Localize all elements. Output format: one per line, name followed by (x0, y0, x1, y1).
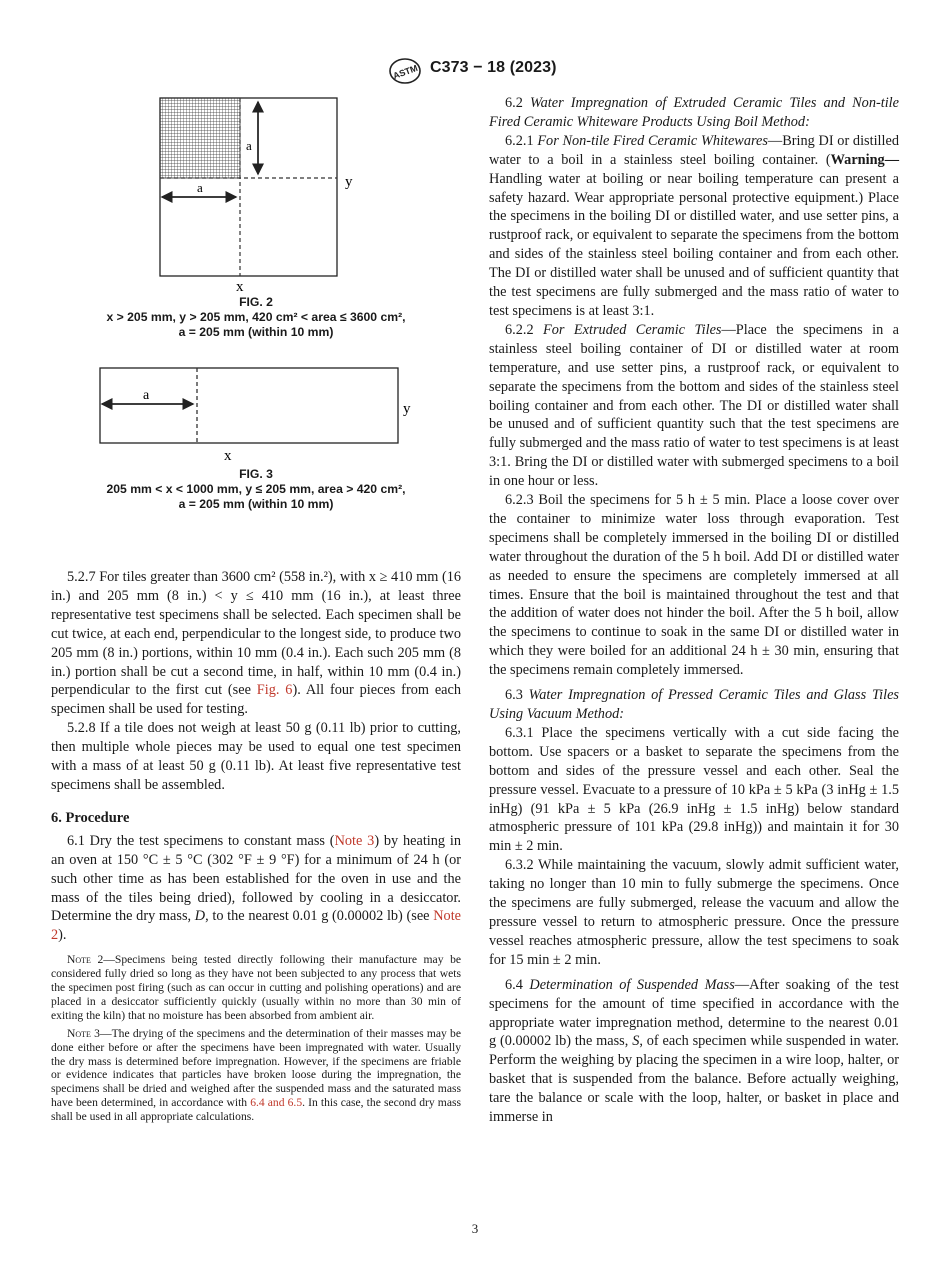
fig3-diagram (90, 362, 430, 467)
paragraph-6-1: 6.1 Dry the test specimens to constant mass (Note 3) by heating in an oven at 150 °C ± 5 °C (302 °F ± 9 °F) for a minimum of 24 h (or such other time as has been established for the oven in use and the mass of the tiles being dried), followed by cooling in a desiccator. Determine the dry mass, D, to the nearest 0.01 g (0.00002 lb) (see Note 2). (51, 832, 462, 944)
fig2-label-a-horizontal: a (197, 180, 203, 195)
section-6-4-6-5-link[interactable]: 6.4 and 6.5 (250, 1096, 303, 1110)
paragraph-6-3: 6.3 Water Impregnation of Pressed Ceramic Tiles and Glass Tiles Using Vacuum Method: (489, 687, 899, 722)
paragraph-6-3-2: 6.3.2 While maintaining the vacuum, slowly admit sufficient water, taking no longer than 10 min to fully submerge the specimens. Once the specimens are fully submerged, release the vacuum and allow the pressure vessel to return to atmospheric pressure. Once the pressure vessel reaches atmospheric pressure, allow the test specimens to soak for 15 min ± 2 min. (489, 857, 899, 968)
fig2-caption-line1: x > 205 mm, y > 205 mm, 420 cm² < area ≤ 3600 cm², (106, 310, 406, 324)
left-column (51, 568, 461, 1124)
page-header (0, 58, 950, 82)
paragraph-6-2: 6.2 Water Impregnation of Extruded Ceramic Tiles and Non-tile Fired Ceramic Whiteware Products Using Boil Method: (489, 95, 899, 130)
note-2: Note 2—Specimens being tested directly following their manufacture may be considered fully dried so long as they have not been subjected to any process that wets the specimen post firing (such as can occur in cutting and polishing operations) and are placed in a desiccator sufficiently quickly (usually within no more than 30 min of exiting the kiln) that no moisture has been absorbed from ambient air. (51, 953, 462, 1022)
fig3-caption (51, 467, 461, 512)
fig2-caption-title: FIG. 2 (239, 295, 273, 309)
paragraph-5-2-8: 5.2.8 If a tile does not weigh at least 50 g (0.11 lb) prior to cutting, then multiple whole pieces may be used to equal one test specimen with a mass of at least 50 g (0.11 lb). At least five representative test specimens shall be assembled. (51, 720, 461, 793)
paragraph-6-3-1: 6.3.1 Place the specimens vertically with a cut side facing the bottom. Use spacers or a basket to separate the specimens from the bottom and sides of the pressure vessel and each other. Seal the pressure vessel. Evacuate to a pressure of 10 kPa ± 5 kPa (3 inHg ± 1.5 inHg) (91 kPa ± 5 kPa (26.9 inHg ± 1.5 inHg) below standard atmospheric pressure of 101 kPa (29.8 inHg)) and maintain it for 30 min ± 2 min. (489, 724, 899, 855)
page-number: 3 (471, 1221, 479, 1236)
fig3-caption-line2: a = 205 mm (within 10 mm) (178, 497, 334, 511)
hatched-square (160, 98, 240, 178)
fig2-caption (51, 295, 461, 340)
section-6-heading: 6. Procedure (51, 809, 130, 826)
paragraph-6-2-2: 6.2.2 For Extruded Ceramic Tiles—Place the specimens in a stainless steel boiling container of DI or distilled water at room temperature, and use setter pins, a rustproof rack, or equivalent to separate the specimens from the bottom and sides of the stainless steel boiling container and from each other. The DI or distilled water shall be unused and of sufficient quantity such that the test specimens are fully submerged and the mass ratio of water to test specimens is at least 3:1. Bring the DI or distilled water with submerged specimens to a boil in one hour or less. (489, 321, 900, 490)
paragraph-6-4: 6.4 Determination of Suspended Mass—After soaking of the test specimens for the amount of time specified in accordance with the appropriate water impregnation method, determine to the nearest 0.01 g (0.00002 lb) the mass, S, of each specimen while suspended in water. Perform the weighing by placing the specimen in a wire loop, halter, or basket that is suspended from the balance. Before actually weighing, tare the balance or scale with the loop, halter, or basket in place and immerse in (489, 976, 900, 1126)
fig3-caption-line1: 205 mm < x < 1000 mm, y ≤ 205 mm, area > 420 cm², (106, 482, 406, 496)
svg-text:ASTM: ASTM (391, 62, 420, 81)
fig3-label-y: y (403, 401, 411, 417)
astm-logo-icon (388, 58, 422, 84)
fig2-diagram (150, 94, 380, 295)
document-id: C373 − 18 (2023) (430, 59, 557, 76)
paragraph-5-2-7: 5.2.7 For tiles greater than 3600 cm² (558 in.²), with x ≥ 410 mm (16 in.) and 205 mm (8 in.) < y ≤ 410 mm (16 in.), at least three representative test specimens shall be selected. Each specimen shall be cut twice, at each end, perpendicular to the longest side, to produce two 205 mm (8 in.) portions, within 10 mm (0.4 in.). Each such 205 mm (8 in.) portion shall be cut a second time, in half, within 10 mm (0.4 in.) perpendicular to the first cut (see Fig. 6). All four pieces from each specimen shall be used for testing. (51, 569, 462, 718)
paragraph-6-2-1: 6.2.1 For Non-tile Fired Ceramic Whitewares—Bring DI or distilled water to a boil in a stainless steel boiling container. (Warning—Handling water at boiling or near boiling temperature can present a safety hazard. Wear appropriate personal protective equipment.) Place the specimens in the boiling DI or distilled water, and use setter pins, a rustproof rack, or equivalent to separate the specimens from the bottom and sides of the stainless steel boiling container and from each other. The DI or distilled water shall be unused and of sufficient quantity that the test specimens are fully submerged and the mass ratio of water to test specimens is at least 3:1. (489, 132, 899, 319)
fig3-caption-title: FIG. 3 (239, 467, 273, 481)
note3-link[interactable]: Note 3 (334, 832, 375, 849)
fig2-label-a-vertical: a (246, 138, 252, 153)
fig2-label-x: x (236, 279, 244, 295)
note2-link[interactable]: Note 2 (51, 908, 462, 944)
fig6-link[interactable]: Fig. 6 (256, 682, 293, 699)
fig3-label-a: a (143, 388, 150, 403)
fig3-label-x: x (224, 448, 232, 464)
paragraph-6-2-3: 6.2.3 Boil the specimens for 5 h ± 5 min. Place a loose cover over the container to minimize water loss through evaporation. Test specimens shall be completely immersed in the boiling DI or distilled water throughout the duration of the 5 h boil. Add DI or distilled water as needed to ensure the specimens are completely immersed at all times. Ensure that the boil is maintained throughout the test and that the addition of water does not hinder the boil. After the 5 h boil, allow the specimens to continue to soak in the same DI or distilled water in which they were boiled for an additional 24 h ± 30 min, ensuring that the specimens remain completely immersed. (489, 492, 899, 679)
note-3: Note 3—The drying of the specimens and the determination of their masses may be done either before or after the specimens have been impregnated with water. Usually the dry mass is determined before impregnation. However, if the specimens are friable or evidence indicates that particles have broken loose during the impregnation, the specimens shall be dried and weighed after the suspended mass and the saturated mass have been determined, in accordance with 6.4 and 6.5. In this case, the second dry mass shall be used in all appropriate calculations. (51, 1026, 461, 1124)
fig2-label-y: y (345, 174, 353, 190)
fig2-caption-line2: a = 205 mm (within 10 mm) (178, 325, 334, 339)
right-column (489, 94, 899, 1127)
